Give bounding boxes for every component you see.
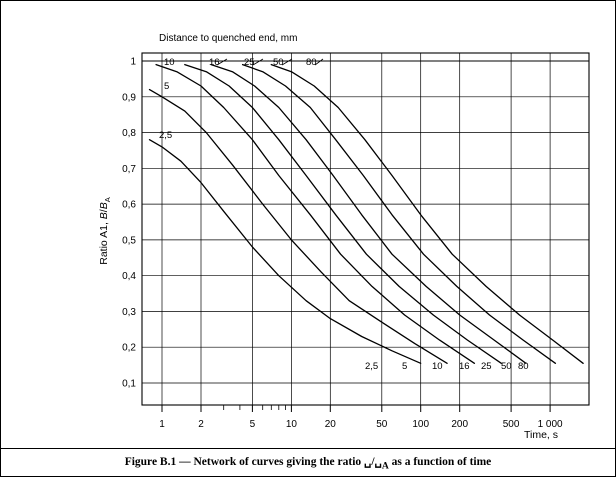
curve-label-end-5: 5 [402, 361, 408, 372]
curve-label-top-80: 80 [306, 57, 317, 68]
curve-label-end-25: 25 [481, 361, 492, 372]
curve-label-end-80: 80 [518, 361, 529, 372]
curve-label-end-2-5: 2,5 [365, 361, 379, 372]
x-tick-label: 1 [159, 419, 165, 430]
curve-label-top-5: 5 [164, 81, 170, 92]
curve-label-top-2-5: 2,5 [159, 130, 173, 141]
y-tick-label: 0,5 [122, 235, 136, 247]
figure-caption-text: Figure B.1 — Network of curves giving the ratio $␣/␣_A$ as a function of time [124, 456, 492, 472]
legend-title: Distance to quenched end, mm [159, 33, 298, 44]
curve-label-top-50: 50 [273, 57, 284, 68]
chart-frame [142, 53, 589, 405]
y-axis-title-group [98, 197, 112, 265]
y-tick-label: 0,4 [122, 271, 136, 283]
x-tick-label: 100 [412, 419, 430, 430]
x-tick-label: 2 [198, 419, 204, 430]
curve-50 [243, 65, 556, 364]
y-tick-label: 0,8 [122, 128, 136, 140]
curve-25 [211, 65, 526, 364]
curve-label-end-10: 10 [432, 361, 443, 372]
x-tick-label: 200 [451, 419, 469, 430]
chart-canvas [1, 1, 615, 448]
curve-10 [156, 65, 474, 364]
chart-grid [142, 53, 589, 405]
y-tick-label: 0,1 [122, 378, 136, 390]
y-tick-label: 1 [130, 56, 136, 68]
y-tick-label: 0,2 [122, 342, 136, 354]
curve-16 [185, 65, 502, 364]
y-tick-label: 0,7 [122, 163, 136, 175]
curve-label-end-50: 50 [501, 361, 512, 372]
x-axis-title: Time, s [523, 429, 559, 441]
curve-label-top-10: 10 [164, 57, 175, 68]
x-tick-label: 10 [285, 419, 297, 430]
x-tick-label: 500 [502, 419, 520, 430]
chart-curves [150, 65, 584, 364]
curve-label-top-25: 25 [244, 57, 255, 68]
x-tick-label: 5 [249, 419, 256, 430]
curve-label-top-16: 16 [209, 57, 220, 68]
y-tick-label: 0,3 [122, 306, 136, 318]
figure-caption [1, 448, 615, 477]
y-tick-label: 0,6 [122, 199, 136, 211]
x-tick-label: 1 000 [537, 419, 563, 430]
x-tick-label: 50 [376, 419, 388, 430]
curve-80 [271, 65, 583, 364]
x-tick-label: 20 [324, 419, 336, 430]
y-tick-label: 0,9 [122, 92, 136, 104]
curve-label-end-16: 16 [459, 361, 470, 372]
y-axis-title: Ratio A1, $B/B_A$ [98, 197, 112, 265]
curve-2-5 [150, 140, 421, 364]
chart-figure [1, 1, 615, 448]
